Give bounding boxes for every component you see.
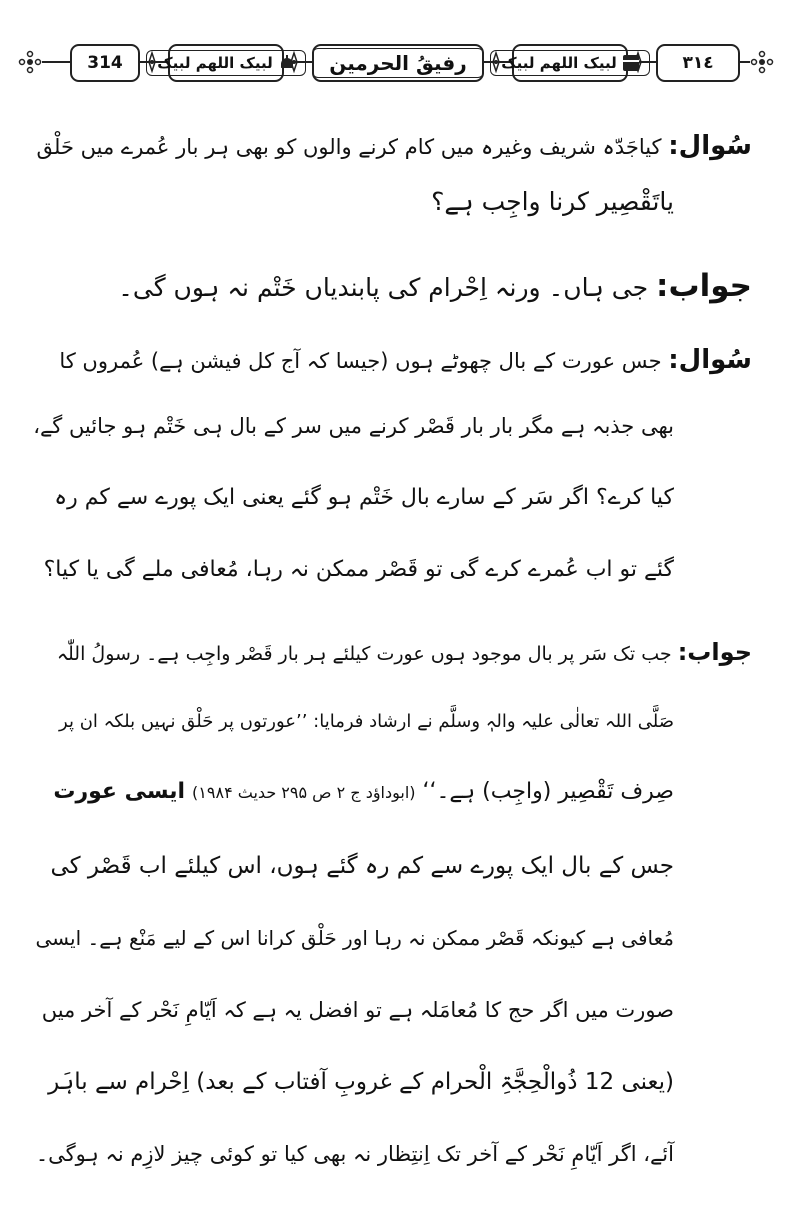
floral-ornament-icon [750, 50, 774, 74]
question-2-line-2: بھی جذبہ ہے مگر بار بار قَصْر کرنے میں سر کے بال ہی خَتْم ہو جائیں گے، [33, 414, 674, 438]
answer-label: جواب: [656, 268, 752, 304]
question-label: سُوال: [668, 131, 752, 161]
page-number: 314 [87, 53, 123, 73]
question-1-line-1: سُوال: کیاجَدّہ شریف وغیرہ میں کام کرنے والوں کو بھی ہر بار عُمرے میں حَلْق [36, 131, 752, 161]
answer-2-line-7: (یعنی 12 ذُوالْحِجَّۃِ الْحرام کے غروبِ آفتاب کے بعد) اِحْرام سے باہَر [48, 1069, 674, 1095]
answer-2-line-4: جس کے بال ایک پورے سے کم رہ گئے ہوں، اس کیلئے اب قَصْر کی [50, 853, 674, 879]
answer-2-line-2: صَلَّی اللہ تعالٰی علیہ والہٖ وسلَّم نے ارشاد فرمایا: ’’عورتوں پر حَلْق نہیں بلکہ ان پر [59, 711, 674, 732]
kaaba-icon [623, 55, 639, 71]
answer-2-line-3: صِرف تَقْصِیر (واجِب) ہے۔‘‘ (ابوداؤد ج ۲ ص ۲۹۵ حدیث ۱۹۸۴) ایسی عورت [53, 779, 674, 804]
dome-icon [279, 55, 295, 71]
answer-1-line-1: جواب: جی ہاں۔ ورنہ اِحْرام کی پابندیاں خَتْم نہ ہوں گی۔ [118, 268, 752, 304]
question-label: سُوال: [668, 345, 752, 375]
question-1-line-2: یاتَقْصِیر کرنا واجِب ہے؟ [431, 187, 674, 216]
running-title: رفیقُ الحرمین [329, 51, 467, 75]
running-title-box [312, 44, 484, 82]
question-2-line-4: گئے تو اب عُمرے کرے گی تو قَصْر ممکن نہ رہا، مُعافی ملے گی یا کیا؟ [43, 557, 674, 582]
question-2-line-1: سُوال: جس عورت کے بال چھوٹے ہوں (جیسا کہ آج کل فیشن ہے) عُمروں کا [59, 345, 752, 375]
answer-2-line-6: صورت میں اگر حج کا مُعامَلہ ہے تو افضل یہ ہے کہ اَیّامِ نَحْر کے آخر میں [41, 998, 674, 1022]
question-2-line-3: کیا کرے؟ اگر سَر کے سارے بال خَتْم ہو گئے یعنی ایک پورے سے کم رہ [54, 485, 674, 510]
page-header [18, 40, 774, 84]
answer-2-line-5: مُعافی ہے کیونکہ قَصْر ممکن نہ رہا اور حَلْق کرانا اس کے لیے مَنْع ہے۔ ایسی [35, 926, 674, 950]
answer-2-line-1: جواب: جب تک سَر پر بال موجود ہوں عورت کیلئے ہر بار قَصْر واجِب ہے۔ رسولُ اللّٰہ [56, 638, 752, 666]
urdu-page-number: ٣١٤ [682, 53, 714, 73]
floral-ornament-icon [18, 50, 42, 74]
header-tag-left: لبیک اللھم لبیک [168, 44, 284, 82]
answer-2-line-8: آئے، اگر اَیّامِ نَحْر کے آخر تک اِنتِظار نہ بھی کیا تو کوئی چیز لازِم نہ ہوگی۔ [35, 1142, 674, 1166]
answer-label: جواب: [677, 638, 752, 666]
header-tag-right: لبیک اللھم لبیک [512, 44, 628, 82]
urdu-page-number-box [656, 44, 740, 82]
page-number-box [70, 44, 140, 82]
hadith-reference: (ابوداؤد ج ۲ ص ۲۹۵ حدیث ۱۹۸۴) [192, 783, 416, 802]
